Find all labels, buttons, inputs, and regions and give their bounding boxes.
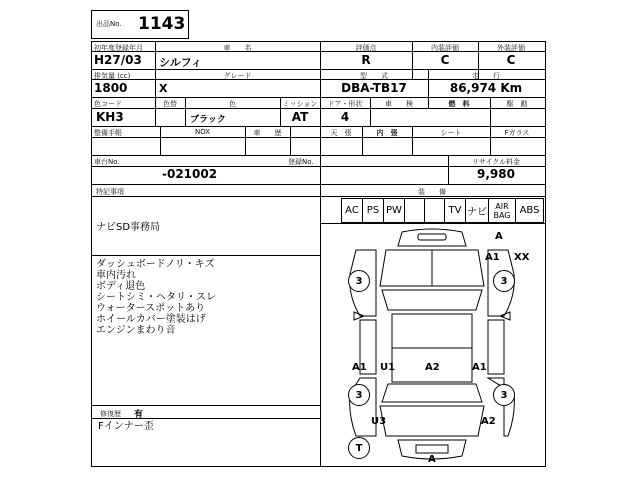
exterior-grade-value: C xyxy=(506,53,516,67)
drive-label: 駆 動 xyxy=(506,100,528,108)
damage-rear-right: A2 xyxy=(481,416,496,427)
rule xyxy=(155,41,156,127)
note-repair: Fインナー歪 xyxy=(98,421,154,432)
color-code-label: 色コード xyxy=(94,100,122,108)
rule xyxy=(91,184,545,185)
fuel-label: 燃 料 xyxy=(448,100,470,108)
registration-year-value: H27/03 xyxy=(94,53,142,67)
model-name-value: シルフィ xyxy=(159,56,202,69)
equipment-ps: PS xyxy=(362,198,384,223)
note-line: ボディ退色 xyxy=(96,281,146,292)
color-code-value: KH3 xyxy=(96,110,124,124)
tire-front-left: 3 xyxy=(348,270,370,292)
rule xyxy=(91,155,545,156)
lot-label: 出品No. xyxy=(96,20,122,28)
damage-trunk: T xyxy=(348,437,370,459)
windshield xyxy=(382,290,482,310)
model-code-value: DBA-TB17 xyxy=(341,81,407,95)
history-label: 車 歴 xyxy=(253,129,282,137)
exterior-grade-label: 外装評価 xyxy=(497,44,525,52)
mileage-label: 走 行 xyxy=(472,72,500,80)
sunroof-label: 天 張 xyxy=(330,129,352,137)
grade-value: X xyxy=(159,82,168,95)
equipment-label: 装 備 xyxy=(418,188,446,196)
rule xyxy=(91,97,545,98)
color-value: ブラック xyxy=(190,115,226,125)
note-line: 車内汚れ xyxy=(96,270,136,281)
interior-grade-value: C xyxy=(440,53,450,67)
recycle-fee-label: リサイクル料金 xyxy=(471,158,521,166)
rule xyxy=(91,405,320,406)
repair-history-label: 修復歴 xyxy=(100,410,121,418)
grille xyxy=(418,234,446,240)
doors-value: 4 xyxy=(340,110,350,124)
equipment-abs: ABS xyxy=(515,198,544,223)
equipment-blank-2 xyxy=(424,198,445,223)
equipment-ac: AC xyxy=(341,198,363,223)
color-change-label: 色替 xyxy=(163,100,177,108)
color-label: 色 xyxy=(229,100,236,108)
evaluation-score-label: 評価点 xyxy=(355,44,377,52)
model-code-label: 型 式 xyxy=(360,72,388,80)
damage-left-mid-2: U1 xyxy=(380,362,396,373)
rule xyxy=(91,255,320,256)
damage-left-mid: A1 xyxy=(352,362,367,373)
rear-window xyxy=(382,384,482,402)
rule xyxy=(290,126,291,155)
inspection-label: 車 検 xyxy=(385,100,413,108)
grade-label: グレード xyxy=(223,72,252,80)
damage-front-right: A1 xyxy=(485,252,500,263)
front-bumper xyxy=(398,229,466,246)
damage-rear-left: U3 xyxy=(371,416,387,427)
registration-year-label: 初年度登録年月 xyxy=(94,44,143,52)
recycle-fee-value: 9,980 xyxy=(477,167,515,181)
damage-right-mid: A1 xyxy=(472,362,487,373)
damage-rear: A xyxy=(428,454,436,465)
model-name-label: 車 名 xyxy=(223,44,252,52)
evaluation-score-value: R xyxy=(361,53,371,67)
damage-roof: A2 xyxy=(425,362,440,373)
chassis-no-label: 車台No. xyxy=(94,158,120,166)
nox-label: NOX xyxy=(194,128,211,136)
lot-box xyxy=(91,10,189,39)
chassis-no-value: -021002 xyxy=(162,167,218,181)
notes-list xyxy=(96,259,216,336)
reg-no-label: 登録No. xyxy=(288,158,314,166)
note-line: ウォータースポットあり xyxy=(96,303,206,314)
lot-number: 1143 xyxy=(138,14,186,34)
maintenance-book-label: 整備手帳 xyxy=(94,129,122,137)
displacement-label: 排気量 (cc) xyxy=(94,72,131,80)
displacement-value: 1800 xyxy=(94,81,128,95)
interior-cover-label: 内 張 xyxy=(376,129,398,137)
transmission-label: ミッション xyxy=(282,100,318,108)
note-line: エンジンまわり音 xyxy=(96,325,176,336)
equipment-tv: TV xyxy=(444,198,466,223)
equipment-navi: ナビ xyxy=(465,198,489,223)
note-line: ダッシュボードノリ・キズ xyxy=(96,259,215,270)
seat-label: シート xyxy=(440,129,462,137)
damage-front-right-2: XX xyxy=(514,252,530,263)
equipment-pw: PW xyxy=(383,198,405,223)
doors-label: ドア・形状 xyxy=(327,100,363,108)
tire-rear-right: 3 xyxy=(493,384,515,406)
note-line: ホイールカバー塗装はげ xyxy=(96,314,206,325)
mileage-value: 86,974 Km xyxy=(449,81,523,95)
special-notes-label: 特記事項 xyxy=(96,188,124,196)
repair-history-value: 有 xyxy=(134,410,144,420)
note-top: ナビSD事務局 xyxy=(96,222,161,233)
f-glass-label: Fガラス xyxy=(504,129,530,137)
rule xyxy=(91,418,320,419)
car-diagram xyxy=(320,224,544,466)
damage-front: A xyxy=(495,231,503,242)
right-doors xyxy=(488,320,504,374)
tire-front-right: 3 xyxy=(493,270,515,292)
note-line: シートシミ・ヘタリ・スレ xyxy=(96,292,216,303)
tire-rear-left: 3 xyxy=(348,384,370,406)
equipment-airbag: AIR BAG xyxy=(488,198,516,223)
equipment-blank-1 xyxy=(404,198,425,223)
interior-grade-label: 内装評価 xyxy=(431,44,459,52)
trunk-lid xyxy=(380,406,484,436)
transmission-value: AT xyxy=(291,110,309,124)
plate xyxy=(416,445,448,453)
